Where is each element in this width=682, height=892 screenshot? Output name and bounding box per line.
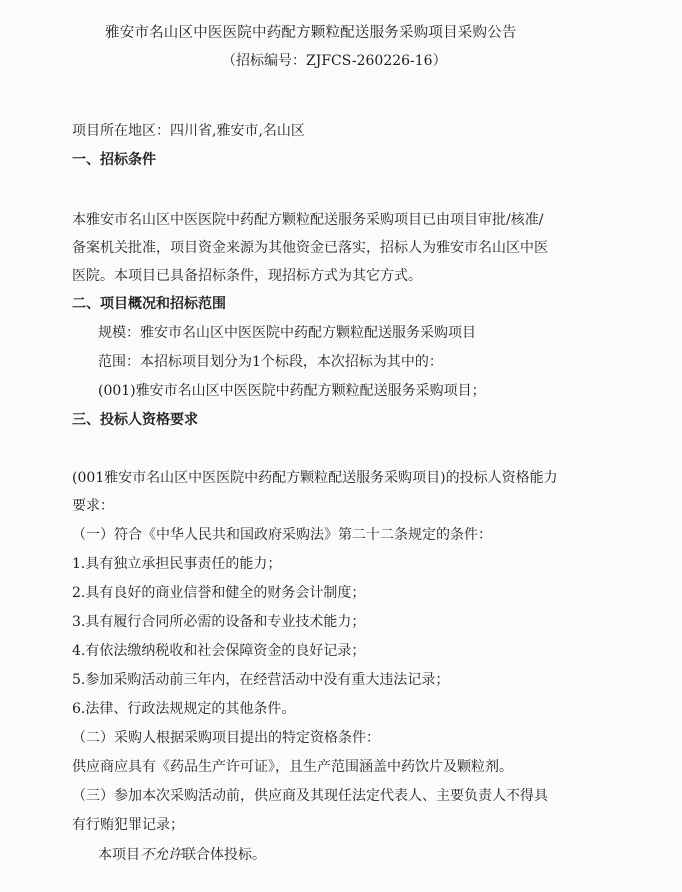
s3-item-1: 1.具有独立承担民事责任的能力； xyxy=(72,556,282,572)
section-3-heading: 三、投标人资格要求 xyxy=(72,412,198,428)
s1-paragraph-line-2: 备案机关批准，项目资金来源为其他资金已落实，招标人为雅安市名山区中医 xyxy=(72,240,548,256)
s3-condition-2-text: 供应商应具有《药品生产许可证》，且生产范围涵盖中药饮片及颗粒剂。 xyxy=(72,759,513,775)
s1-paragraph-line-1: 本雅安市名山区中医医院中药配方颗粒配送服务采购项目已由项目审批/核准/ xyxy=(72,212,544,228)
consortium-emphasis: 不允许 xyxy=(140,847,182,863)
section-2-heading: 二、项目概况和招标范围 xyxy=(72,296,226,312)
project-location: 项目所在地区：四川省,雅安市,名山区 xyxy=(72,123,305,139)
s2-lot: (001)雅安市名山区中医医院中药配方颗粒配送服务采购项目； xyxy=(98,383,486,399)
s3-condition-3-line-2: 有行贿犯罪记录； xyxy=(72,817,184,833)
bid-number: （招标编号：ZJFCS-260226-16） xyxy=(222,53,447,69)
s3-item-4: 4.有依法缴纳税收和社会保障资金的良好记录； xyxy=(72,643,366,659)
s3-item-2: 2.具有良好的商业信誉和健全的财务会计制度； xyxy=(72,585,366,601)
consortium-suffix: 联合体投标。 xyxy=(182,847,266,863)
consortium-statement xyxy=(98,845,266,865)
s3-intro-line-1: (001雅安市名山区中医医院中药配方颗粒配送服务采购项目)的投标人资格能力 xyxy=(72,470,558,486)
s3-condition-3-line-1: （三）参加本次采购活动前，供应商及其现任法定代表人、主要负责人不得具 xyxy=(72,788,548,804)
s1-paragraph-line-3: 医院。本项目已具备招标条件，现招标方式为其它方式。 xyxy=(72,268,422,284)
consortium-prefix: 本项目 xyxy=(98,847,140,863)
s3-item-5: 5.参加采购活动前三年内，在经营活动中没有重大违法记录； xyxy=(72,672,450,688)
s3-item-6: 6.法律、行政法规规定的其他条件。 xyxy=(72,701,296,717)
s2-scale: 规模：雅安市名山区中医医院中药配方颗粒配送服务采购项目 xyxy=(98,325,476,341)
s3-condition-1: （一）符合《中华人民共和国政府采购法》第二十二条规定的条件： xyxy=(72,527,492,543)
doc-title: 雅安市名山区中医医院中药配方颗粒配送服务采购项目采购公告 xyxy=(105,25,517,41)
s3-condition-2: （二）采购人根据采购项目提出的特定资格条件： xyxy=(72,730,380,746)
section-1-heading: 一、招标条件 xyxy=(72,152,156,168)
s3-item-3: 3.具有履行合同所必需的设备和专业技术能力； xyxy=(72,614,366,630)
s2-scope: 范围：本招标项目划分为1个标段，本次招标为其中的： xyxy=(98,354,443,370)
s3-intro-line-2: 要求： xyxy=(72,498,114,514)
